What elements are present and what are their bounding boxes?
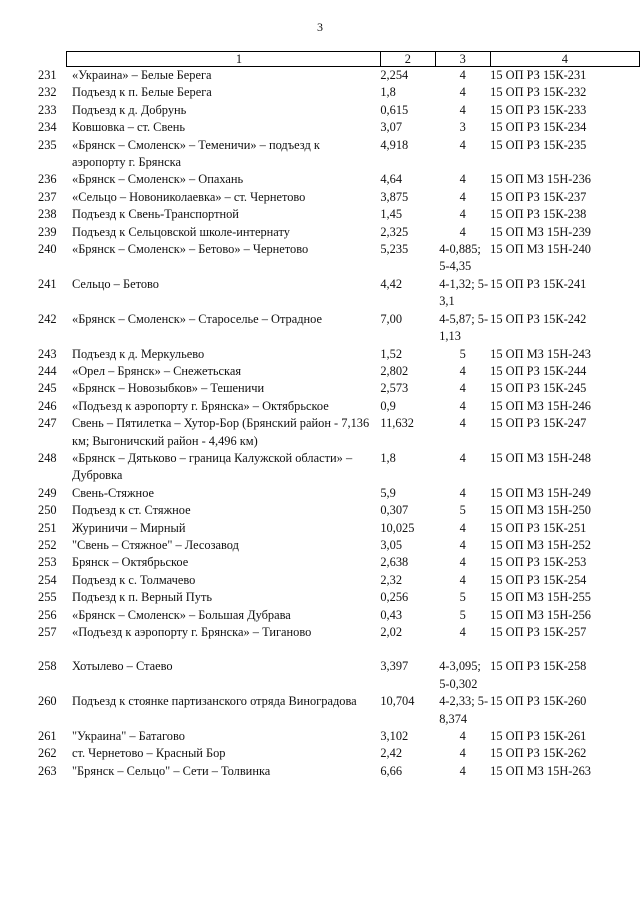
road-name: ст. Чернетово – Красный Бор bbox=[72, 746, 226, 761]
length-km: 2,325 bbox=[380, 224, 409, 239]
road-name-cell bbox=[36, 415, 380, 450]
road-name: Подъезд к п. Белые Берега bbox=[72, 85, 212, 100]
road-name: "Свень – Стяжное" – Лесозавод bbox=[72, 537, 239, 552]
road-name: «Брянск – Смоленск» – Опахань bbox=[72, 172, 244, 187]
table-row bbox=[98, 763, 640, 780]
road-category: 4 bbox=[459, 189, 466, 204]
road-name: «Украина» – Белые Берега bbox=[72, 68, 212, 82]
road-code: 15 ОП РЗ 15К-232 bbox=[490, 85, 587, 100]
road-category: 4 bbox=[459, 763, 466, 778]
length-km: 1,8 bbox=[380, 450, 396, 465]
table-row bbox=[98, 67, 640, 85]
road-name: «Брянск – Смоленск» – Староселье – Отрадное bbox=[72, 311, 323, 326]
road-name-cell bbox=[36, 607, 380, 624]
road-name: Подъезд к стоянке партизанского отряда Виноградова bbox=[72, 694, 357, 709]
road-category: 5 bbox=[459, 503, 466, 518]
table-row bbox=[98, 241, 640, 276]
road-code: 15 ОП МЗ 15Н-240 bbox=[490, 242, 591, 257]
table-row bbox=[98, 450, 640, 485]
road-name: Подъезд к п. Верный Путь bbox=[72, 590, 213, 605]
road-name: «Брянск – Дятьково – граница Калужской области» – Дубровка bbox=[72, 450, 353, 483]
length-km: 2,802 bbox=[380, 363, 409, 378]
length-km: 1,8 bbox=[380, 85, 396, 100]
length-km: 2,573 bbox=[380, 381, 409, 396]
road-category: 4 bbox=[459, 207, 466, 222]
road-name: «Брянск – Смоленск» – Большая Дубрава bbox=[72, 607, 291, 622]
road-category: 3 bbox=[459, 120, 466, 135]
length-km: 5,9 bbox=[380, 485, 396, 500]
row-number: 234 bbox=[38, 120, 57, 135]
road-name: Хотылево – Стаево bbox=[72, 659, 173, 674]
row-number: 252 bbox=[38, 537, 57, 552]
road-category: 5 bbox=[459, 607, 466, 622]
road-name-cell bbox=[36, 102, 380, 119]
road-category: 4 bbox=[459, 746, 466, 761]
road-name-cell bbox=[36, 450, 380, 485]
road-name-cell bbox=[36, 380, 380, 397]
road-code: 15 ОП МЗ 15Н-263 bbox=[490, 763, 591, 778]
row-number: 241 bbox=[38, 276, 57, 291]
length-km: 4,64 bbox=[380, 172, 403, 187]
length-km: 3,05 bbox=[380, 537, 403, 552]
road-name-cell bbox=[36, 589, 380, 606]
table-row bbox=[98, 84, 640, 101]
road-category: 4-3,095; 5-0,302 bbox=[439, 659, 481, 691]
row-number: 263 bbox=[38, 763, 57, 778]
road-name: «Орел – Брянск» – Снежетьская bbox=[72, 363, 242, 378]
table-row bbox=[98, 276, 640, 311]
road-name-cell bbox=[36, 693, 380, 710]
road-name: Подъезд к д. Меркульево bbox=[72, 346, 205, 361]
table-header-row bbox=[98, 52, 640, 67]
road-name-cell bbox=[36, 171, 380, 188]
row-number: 233 bbox=[38, 102, 57, 117]
road-category: 4 bbox=[459, 537, 466, 552]
road-name-cell bbox=[36, 363, 380, 380]
road-name-cell bbox=[36, 520, 380, 537]
road-code: 15 ОП РЗ 15К-245 bbox=[490, 381, 587, 396]
table-row bbox=[98, 398, 640, 415]
road-code: 15 ОП РЗ 15К-238 bbox=[490, 207, 587, 222]
length-km: 0,307 bbox=[380, 503, 409, 518]
length-km: 3,102 bbox=[380, 729, 409, 744]
road-category: 4 bbox=[459, 625, 466, 639]
road-name-cell bbox=[36, 346, 380, 363]
length-km: 10,704 bbox=[380, 694, 415, 709]
table-row bbox=[98, 311, 640, 346]
header-col-4: 4 bbox=[490, 52, 639, 67]
table-row bbox=[98, 520, 640, 537]
road-name-cell bbox=[36, 745, 380, 762]
road-name-cell bbox=[36, 224, 380, 241]
road-name-cell bbox=[36, 206, 380, 223]
row-number: 240 bbox=[38, 242, 57, 257]
length-km: 11,632 bbox=[380, 416, 414, 431]
road-code: 15 ОП МЗ 15Н-246 bbox=[490, 398, 591, 413]
road-name: Ковшовка – ст. Свень bbox=[72, 120, 186, 135]
road-code: 15 ОП РЗ 15К-242 bbox=[490, 311, 587, 326]
road-code: 15 ОП РЗ 15К-234 bbox=[490, 120, 587, 135]
row-number: 242 bbox=[38, 311, 57, 326]
road-code: 15 ОП МЗ 15Н-236 bbox=[490, 172, 591, 187]
row-number: 248 bbox=[38, 450, 57, 465]
row-number: 245 bbox=[38, 381, 57, 396]
road-name: Подъезд к д. Добрунь bbox=[72, 102, 187, 117]
length-km: 2,02 bbox=[380, 625, 403, 639]
row-number: 238 bbox=[38, 207, 57, 222]
road-code: 15 ОП РЗ 15К-251 bbox=[490, 520, 587, 535]
row-number: 246 bbox=[38, 398, 57, 413]
road-category: 4 bbox=[459, 398, 466, 413]
road-code: 15 ОП МЗ 15Н-243 bbox=[490, 346, 591, 361]
road-name: Брянск – Октябрьское bbox=[72, 555, 189, 570]
road-name-cell bbox=[36, 624, 380, 641]
row-number: 237 bbox=[38, 189, 57, 204]
row-number: 258 bbox=[38, 659, 57, 674]
spacer-row bbox=[98, 641, 640, 658]
page-number: 3 bbox=[317, 20, 323, 34]
road-name-cell bbox=[36, 398, 380, 415]
road-category: 4-2,33; 5-8,374 bbox=[439, 694, 489, 726]
road-category: 4 bbox=[459, 520, 466, 535]
length-km: 0,256 bbox=[380, 590, 409, 605]
table-row bbox=[98, 745, 640, 762]
header-left-extension bbox=[66, 51, 99, 67]
road-name-cell bbox=[36, 763, 380, 780]
length-km: 2,42 bbox=[380, 746, 403, 761]
row-number: 249 bbox=[38, 485, 57, 500]
table-row bbox=[98, 224, 640, 241]
length-km: 1,52 bbox=[380, 346, 403, 361]
length-km: 2,32 bbox=[380, 572, 403, 587]
road-name: Свень – Пятилетка – Хутор-Бор (Брянский район - 7,136 км; Выгоничский район - 4,496 км) bbox=[72, 416, 370, 448]
road-name: Подъезд к Сельцовской школе-интернату bbox=[72, 224, 290, 239]
road-name: Подъезд к ст. Стяжное bbox=[72, 503, 191, 518]
table-row bbox=[98, 502, 640, 519]
road-category: 4 bbox=[459, 172, 466, 187]
row-number: 256 bbox=[38, 607, 57, 622]
road-code: 15 ОП МЗ 15Н-250 bbox=[490, 503, 591, 518]
table-row bbox=[98, 346, 640, 363]
road-name: "Украина" – Батагово bbox=[72, 729, 185, 744]
table-row bbox=[98, 572, 640, 589]
row-number: 262 bbox=[38, 746, 57, 761]
road-name: Журиничи – Мирный bbox=[72, 520, 186, 535]
road-code: 15 ОП МЗ 15Н-248 bbox=[490, 450, 591, 465]
road-category: 4 bbox=[459, 363, 466, 378]
road-code: 15 ОП РЗ 15К-231 bbox=[490, 68, 587, 82]
row-number: 250 bbox=[38, 503, 57, 518]
road-category: 4 bbox=[459, 416, 466, 431]
header-col-2: 2 bbox=[380, 52, 435, 67]
row-number: 254 bbox=[38, 572, 57, 587]
road-code: 15 ОП РЗ 15К-233 bbox=[490, 102, 587, 117]
length-km: 0,43 bbox=[380, 607, 403, 622]
table-row bbox=[98, 728, 640, 745]
road-name-cell bbox=[36, 67, 380, 84]
table-row bbox=[98, 589, 640, 606]
road-name-cell bbox=[36, 241, 380, 258]
road-name-cell bbox=[36, 276, 380, 293]
road-name: «Подъезд к аэропорту г. Брянска» – Октябрьское bbox=[72, 398, 329, 413]
road-code: 15 ОП МЗ 15Н-256 bbox=[490, 607, 591, 622]
road-name: Свень-Стяжное bbox=[72, 485, 155, 500]
roads-table bbox=[38, 51, 640, 780]
table-row bbox=[98, 119, 640, 136]
length-km: 4,918 bbox=[380, 137, 409, 152]
table-row bbox=[98, 554, 640, 571]
road-code: 15 ОП РЗ 15К-237 bbox=[490, 189, 587, 204]
road-code: 15 ОП МЗ 15Н-239 bbox=[490, 224, 591, 239]
length-km: 3,07 bbox=[380, 120, 403, 135]
row-number: 260 bbox=[38, 694, 57, 709]
table-row bbox=[98, 607, 640, 624]
road-name-cell bbox=[36, 658, 380, 675]
road-category: 4 bbox=[459, 485, 466, 500]
road-code: 15 ОП РЗ 15К-258 bbox=[490, 659, 587, 674]
table-row bbox=[98, 415, 640, 450]
road-category: 4 bbox=[459, 102, 466, 117]
length-km: 2,254 bbox=[380, 68, 409, 82]
road-category: 4-0,885; 5-4,35 bbox=[439, 242, 481, 274]
row-number: 261 bbox=[38, 729, 57, 744]
road-category: 4 bbox=[459, 729, 466, 744]
road-code: 15 ОП РЗ 15К-241 bbox=[490, 276, 587, 291]
road-category: 4 bbox=[459, 137, 466, 152]
road-code: 15 ОП МЗ 15Н-252 bbox=[490, 537, 591, 552]
road-name-cell bbox=[36, 189, 380, 206]
road-category: 4 bbox=[459, 381, 466, 396]
row-number: 257 bbox=[38, 625, 57, 639]
length-km: 5,235 bbox=[380, 242, 409, 257]
table-row bbox=[98, 380, 640, 397]
road-name-cell bbox=[36, 728, 380, 745]
road-name-cell bbox=[36, 485, 380, 502]
table-row bbox=[98, 363, 640, 380]
road-name: "Брянск – Сельцо" – Сети – Толвинка bbox=[72, 763, 271, 778]
row-number: 243 bbox=[38, 346, 57, 361]
road-code: 15 ОП РЗ 15К-254 bbox=[490, 572, 587, 587]
length-km: 3,397 bbox=[380, 659, 409, 674]
road-name: Сельцо – Бетово bbox=[72, 276, 159, 291]
row-number: 235 bbox=[38, 137, 57, 152]
road-category: 4-5,87; 5-1,13 bbox=[439, 311, 489, 344]
road-name: «Брянск – Смоленск» – Теменичи» – подъезд к аэропорту г. Брянска bbox=[72, 137, 320, 170]
row-number: 247 bbox=[38, 416, 57, 431]
road-name: «Брянск – Новозыбков» – Тешеничи bbox=[72, 381, 265, 396]
length-km: 10,025 bbox=[380, 520, 415, 535]
length-km: 6,66 bbox=[380, 763, 403, 778]
table-row bbox=[98, 485, 640, 502]
road-category: 5 bbox=[459, 346, 466, 361]
road-category: 4 bbox=[459, 68, 466, 82]
length-km: 2,638 bbox=[380, 555, 409, 570]
table-row bbox=[98, 658, 640, 693]
road-name: Подъезд к с. Толмачево bbox=[72, 572, 196, 587]
road-code: 15 ОП РЗ 15К-244 bbox=[490, 363, 587, 378]
road-code: 15 ОП РЗ 15К-235 bbox=[490, 137, 587, 152]
table-row bbox=[98, 537, 640, 554]
road-name-cell bbox=[36, 119, 380, 136]
road-name-cell bbox=[36, 537, 380, 554]
row-number: 232 bbox=[38, 85, 57, 100]
row-number: 251 bbox=[38, 520, 57, 535]
road-name-cell bbox=[36, 311, 380, 328]
row-number: 255 bbox=[38, 590, 57, 605]
road-name: «Подъезд к аэропорту г. Брянска» – Тиганово bbox=[72, 625, 312, 639]
table-row bbox=[98, 189, 640, 206]
length-km: 0,9 bbox=[380, 398, 396, 413]
road-category: 4-1,32; 5-3,1 bbox=[439, 276, 489, 309]
row-number: 231 bbox=[38, 68, 57, 82]
row-number: 253 bbox=[38, 555, 57, 570]
road-code: 15 ОП РЗ 15К-261 bbox=[490, 729, 587, 744]
row-number: 239 bbox=[38, 224, 57, 239]
road-category: 4 bbox=[459, 85, 466, 100]
road-code: 15 ОП РЗ 15К-247 bbox=[490, 416, 587, 431]
table-row bbox=[98, 693, 640, 728]
road-name: Подъезд к Свень-Транспортной bbox=[72, 207, 239, 222]
header-col-1: 1 bbox=[98, 52, 380, 67]
length-km: 7,00 bbox=[380, 311, 403, 326]
road-name: «Брянск – Смоленск» – Бетово» – Чернетово bbox=[72, 242, 309, 257]
road-code: 15 ОП РЗ 15К-253 bbox=[490, 555, 587, 570]
table-row bbox=[98, 624, 640, 641]
road-name-cell bbox=[36, 84, 380, 101]
table-row bbox=[98, 171, 640, 188]
road-category: 4 bbox=[459, 555, 466, 570]
header-col-3: 3 bbox=[435, 52, 490, 67]
table-body bbox=[38, 67, 640, 781]
road-name-cell bbox=[36, 572, 380, 589]
table-row bbox=[98, 102, 640, 119]
road-name-cell bbox=[36, 137, 380, 172]
road-category: 4 bbox=[459, 450, 466, 465]
road-category: 4 bbox=[459, 224, 466, 239]
road-name: «Сельцо – Новониколаевка» – ст. Чернетово bbox=[72, 189, 306, 204]
road-category: 4 bbox=[459, 572, 466, 587]
road-category: 5 bbox=[459, 590, 466, 605]
road-code: 15 ОП МЗ 15Н-249 bbox=[490, 485, 591, 500]
length-km: 1,45 bbox=[380, 207, 403, 222]
table-row bbox=[98, 206, 640, 223]
road-code: 15 ОП РЗ 15К-262 bbox=[490, 746, 587, 761]
length-km: 0,615 bbox=[380, 102, 409, 117]
length-km: 4,42 bbox=[380, 276, 403, 291]
table-row bbox=[98, 137, 640, 172]
road-name-cell bbox=[36, 554, 380, 571]
road-name-cell bbox=[36, 502, 380, 519]
road-code: 15 ОП РЗ 15К-257 bbox=[490, 625, 587, 639]
road-code: 15 ОП РЗ 15К-260 bbox=[490, 694, 587, 709]
row-number: 244 bbox=[38, 363, 57, 378]
row-number: 236 bbox=[38, 172, 57, 187]
road-code: 15 ОП МЗ 15Н-255 bbox=[490, 590, 591, 605]
length-km: 3,875 bbox=[380, 189, 409, 204]
